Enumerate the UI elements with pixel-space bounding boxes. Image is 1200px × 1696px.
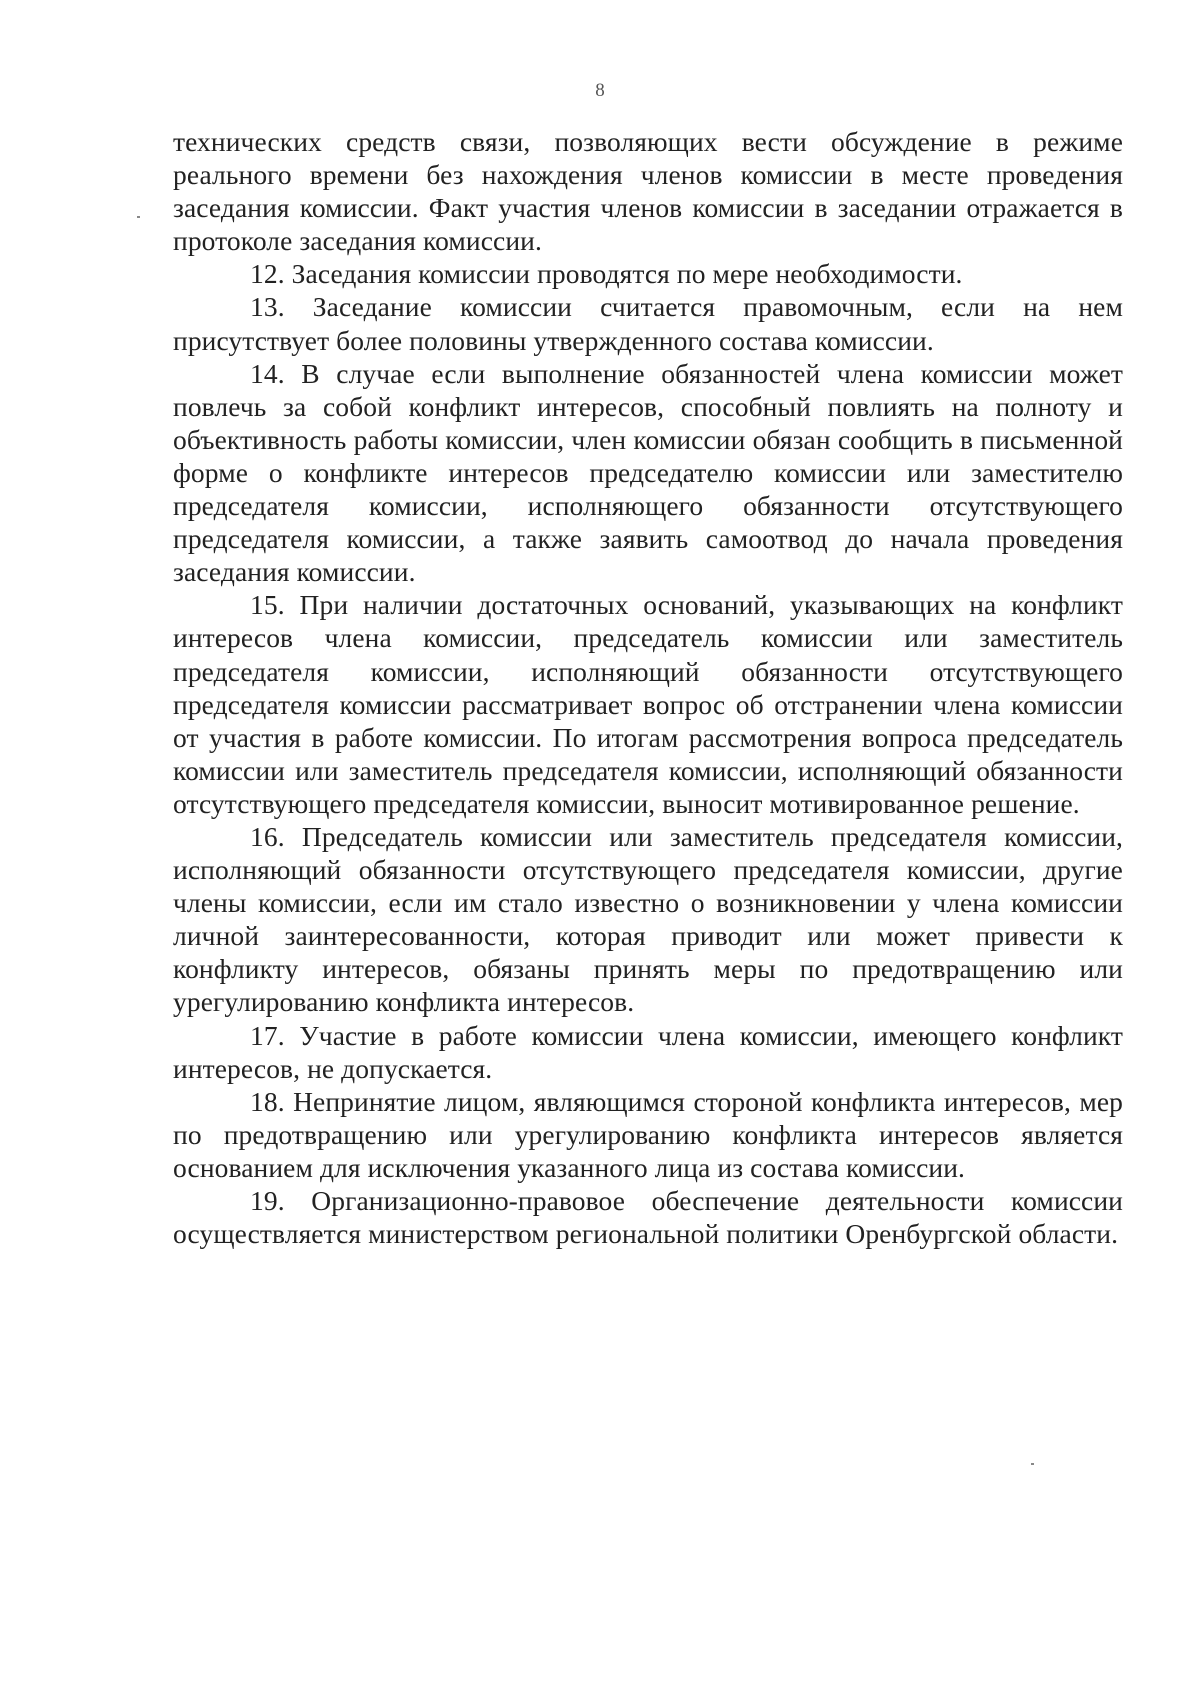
document-body xyxy=(173,125,1123,1250)
scan-speck xyxy=(137,216,140,218)
paragraph-item-15: 15. При наличии достаточных оснований, указывающих на конфликт интересов члена комиссии, председатель комиссии или заместитель председателя комиссии, исполняющий обязанности отсутствующего председателя комиссии рассматривает вопрос об отстранении члена комиссии от участия в работе комиссии. По итогам рассмотрения вопроса председатель комиссии или заместитель председателя комиссии, исполняющий обязанности отсутствующего председателя комиссии, выносит мотивированное решение. xyxy=(173,589,1123,819)
paragraph-item-17: 17. Участие в работе комиссии члена комиссии, имеющего конфликт интересов, не допускается. xyxy=(173,1019,1123,1084)
page-number: 8 xyxy=(595,80,605,101)
scan-speck xyxy=(1031,1463,1034,1465)
paragraph-item-14: 14. В случае если выполнение обязанностей члена комиссии может повлечь за собой конфликт интересов, способный повлиять на полноту и объективность работы комиссии, член комиссии обязан сообщить в письменной форме о конфликте интересов председателю комиссии или заместителю председателя комиссии, исполняющего обязанности отсутствующего председателя комиссии, а также заявить самоотвод до начала проведения заседания комиссии. xyxy=(173,357,1123,588)
paragraph-item-16: 16. Председатель комиссии или заместитель председателя комиссии, исполняющий обязанности отсутствующего председателя комиссии, другие члены комиссии, если им стало известно о возникновении у члена комиссии личной заинтересованности, которая приводит или может привести к конфликту интересов, обязаны принять меры по предотвращению или урегулированию конфликта интересов. xyxy=(173,820,1123,1018)
paragraph-item-13: 13. Заседание комиссии считается правомочным, если на нем присутствует более половины утвержденного состава комиссии. xyxy=(173,291,1123,356)
paragraph-item-18: 18. Непринятие лицом, являющимся стороной конфликта интересов, мер по предотвращению или урегулированию конфликта интересов является основанием для исключения указанного лица из состава комиссии. xyxy=(173,1085,1123,1183)
paragraph-continuation: технических средств связи, позволяющих вести обсуждение в режиме реального времени без нахождения членов комиссии в месте проведения заседания комиссии. Факт участия членов комиссии в заседании отражается в протоколе заседания комиссии. xyxy=(173,126,1123,257)
paragraph-item-19: 19. Организационно-правовое обеспечение деятельности комиссии осуществляется министерством региональной политики Оренбургской области. xyxy=(173,1185,1123,1250)
paragraph-item-12: 12. Заседания комиссии проводятся по мере необходимости. xyxy=(250,258,963,290)
